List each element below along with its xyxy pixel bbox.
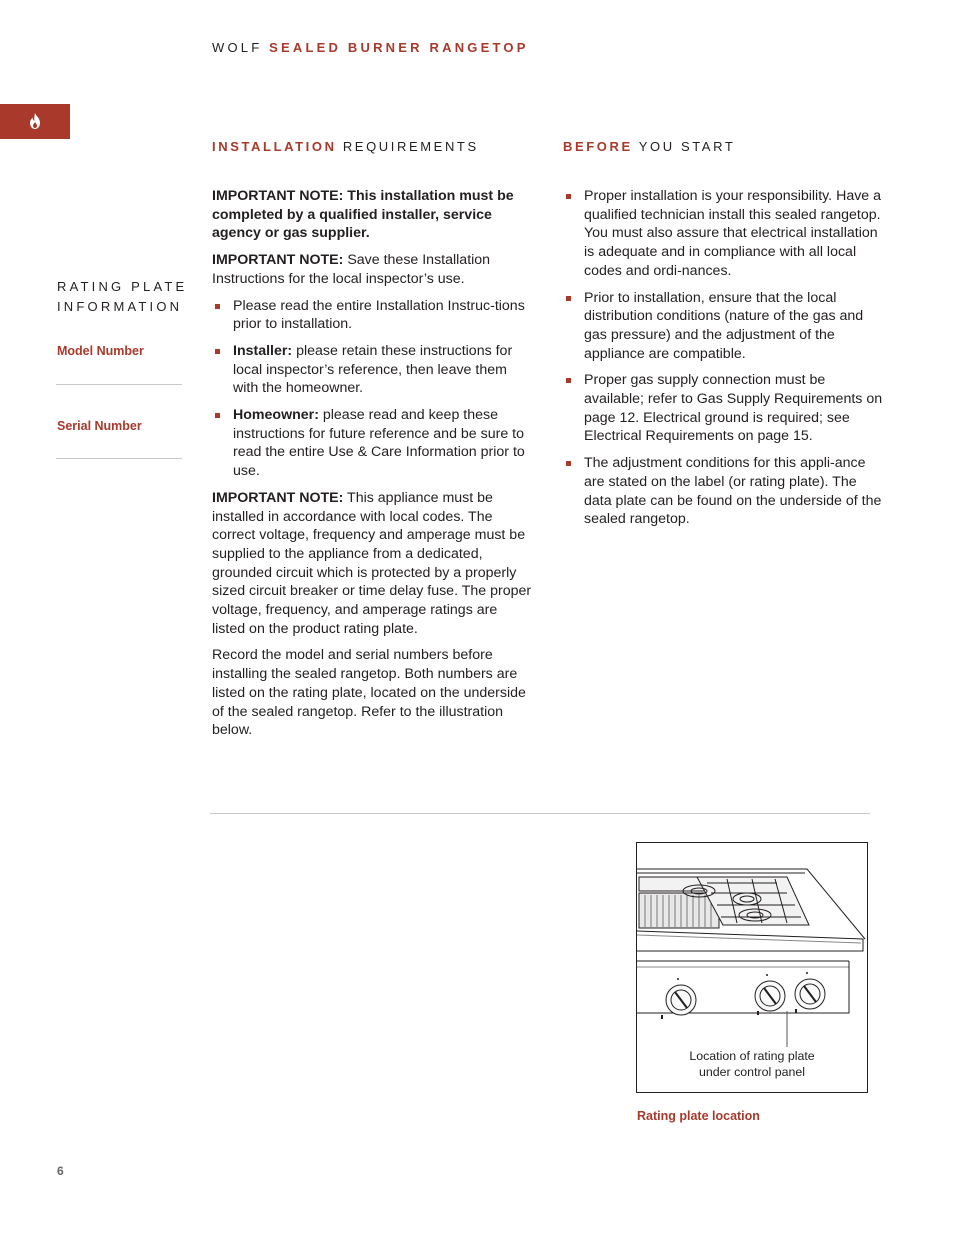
list-item: The adjustment conditions for this appli-ance are stated on the label (or rating plate). The data plate can be found on the underside of the sealed rangetop. xyxy=(563,454,885,529)
list-item: Installer: please retain these instructions for local inspector’s reference, then leave them with the homeowner. xyxy=(212,342,534,398)
rating-plate-figure xyxy=(636,842,868,1093)
running-head xyxy=(212,40,529,55)
before-heading: BEFORE YOU START xyxy=(563,139,736,154)
list-item: Proper installation is your responsibility. Have a qualified technician install this sealed rangetop. You must also assure that electrical installation is adequate and in compliance with all local codes and ordi-nances. xyxy=(563,187,885,281)
serial-number-line xyxy=(56,458,182,459)
flame-icon xyxy=(29,113,41,129)
installation-column xyxy=(212,187,534,748)
installation-heading: INSTALLATION REQUIREMENTS xyxy=(212,139,479,154)
rating-plate-heading: RATING PLATE INFORMATION xyxy=(57,279,188,314)
rating-plate-note: Location of rating plate under control panel xyxy=(689,1049,815,1079)
page-number: 6 xyxy=(57,1164,64,1178)
serial-number-label: Serial Number xyxy=(57,419,142,433)
figure-caption: Rating plate location xyxy=(637,1109,760,1123)
important-note-save: IMPORTANT NOTE: Save these Installation Instructions for the local inspector’s use. xyxy=(212,252,491,287)
record-numbers-paragraph: Record the model and serial numbers before installing the sealed rangetop. Both numbers are listed on the rating plate, located on the underside of the sealed rangetop. Refer to the illustration below. xyxy=(212,647,526,739)
product-name: SEALED BURNER RANGETOP xyxy=(269,40,529,55)
list-item: Prior to installation, ensure that the local distribution conditions (nature of the gas and gas pressure) and the adjustment of the appliance are compatible. xyxy=(563,289,885,364)
before-column xyxy=(563,187,885,537)
important-note-qualified: IMPORTANT NOTE: This installation must be completed by a qualified installer, service agency or gas supplier. xyxy=(212,188,514,242)
list-item: Please read the entire Installation Instruc-tions prior to installation. xyxy=(212,297,534,334)
section-divider xyxy=(210,813,870,814)
list-item: Proper gas supply connection must be available; refer to Gas Supply Requirements on page 12. Electrical ground is required; see Electrical Requirements on page 15. xyxy=(563,371,885,446)
model-number-label: Model Number xyxy=(57,344,144,358)
list-item: Homeowner: please read and keep these instructions for future reference and be sure to read the entire Use & Care Information prior to use. xyxy=(212,406,534,481)
section-tab xyxy=(0,104,70,139)
brand-name: WOLF xyxy=(212,40,263,55)
model-number-line xyxy=(56,384,182,385)
important-note-codes: IMPORTANT NOTE: This appliance must be installed in accordance with local codes. The correct voltage, frequency and amperage must be supplied to the appliance from a dedicated, grounded circuit which is protected by a properly sized circuit breaker or time delay fuse. The proper voltage, frequency, and amperage ratings are listed on the product rating plate. xyxy=(212,489,532,637)
